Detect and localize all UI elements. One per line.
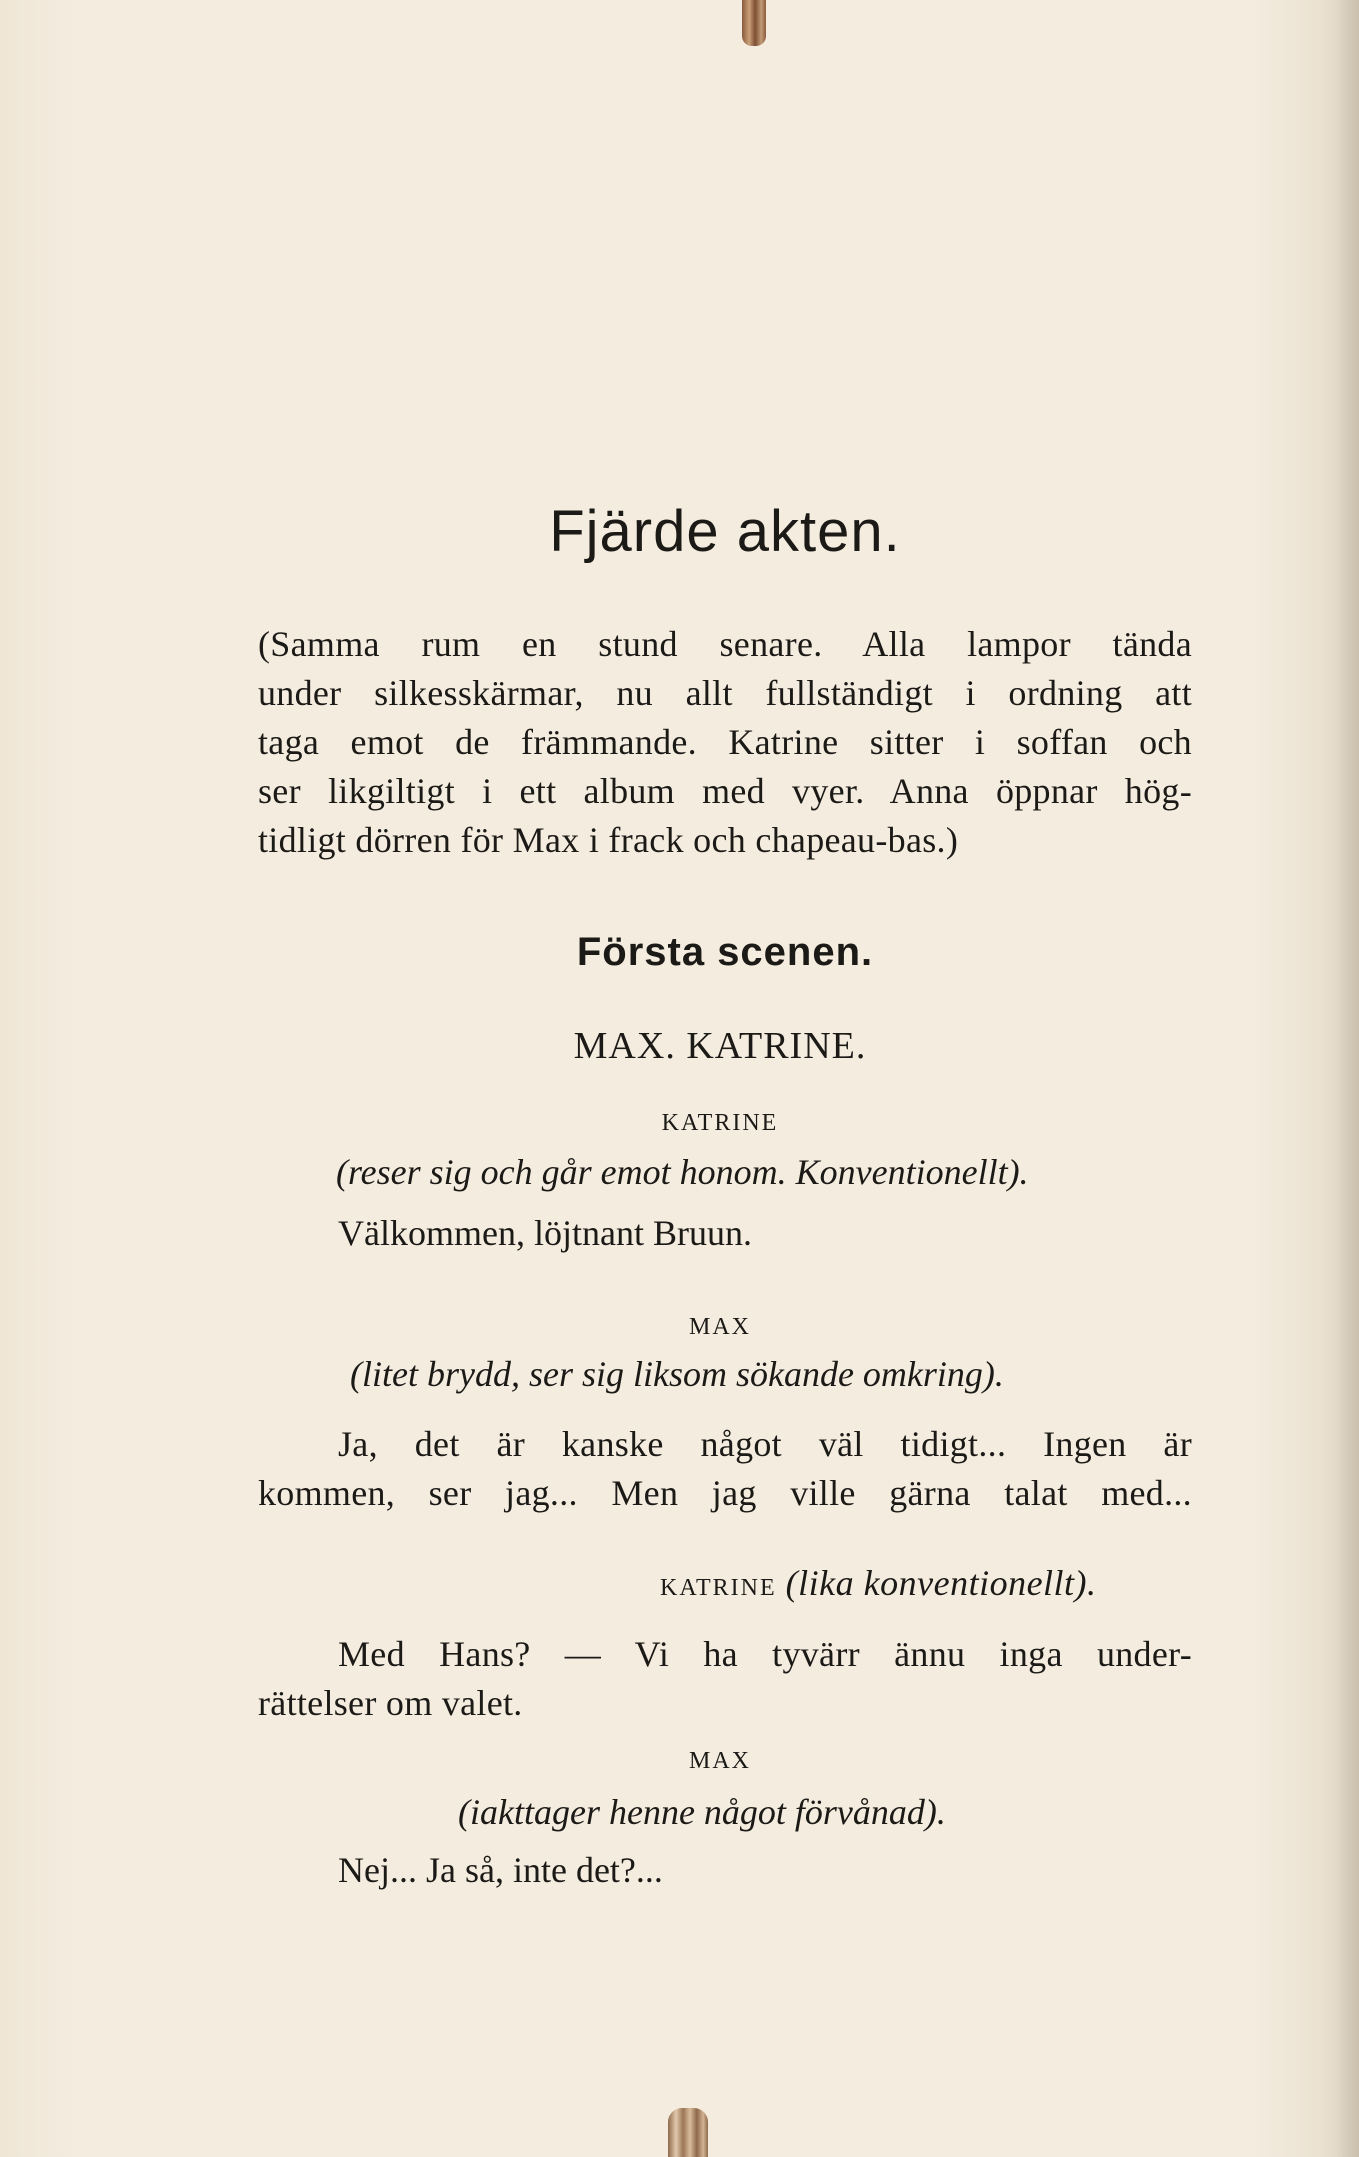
stage-direction-line-2: under silkesskärmar, nu allt fullständigt i ordning att <box>258 673 1192 713</box>
direction-3: (lika konventionellt). <box>785 1563 1097 1603</box>
binding-thread-top <box>742 0 766 46</box>
speaker-katrine-1: KATRINE <box>661 1110 779 1136</box>
speaker-katrine-2-row <box>660 1562 1097 1604</box>
line-2 <box>258 1420 1192 1518</box>
stage-direction <box>258 620 1192 865</box>
direction-4: (iakttager henne något förvånad). <box>458 1792 946 1832</box>
stage-direction-line-4: ser likgiltigt i ett album med vyer. Anna öppnar hög- <box>258 771 1192 811</box>
scene-title: Första scenen. <box>576 930 874 974</box>
binding-thread-bottom <box>668 2108 708 2157</box>
line-3a: Med Hans? — Vi ha tyvärr ännu inga under- <box>338 1634 1192 1674</box>
act-title: Fjärde akten. <box>549 499 901 564</box>
page-edge-shadow <box>1337 0 1359 2157</box>
direction-1: (reser sig och går emot honom. Konventionellt). <box>336 1152 1029 1192</box>
line-1: Välkommen, löjtnant Bruun. <box>338 1213 752 1253</box>
line-2b: kommen, ser jag... Men jag ville gärna talat med... <box>258 1473 1192 1513</box>
stage-direction-line-1: (Samma rum en stund senare. Alla lampor tända <box>258 624 1192 664</box>
stage-direction-line-3: taga emot de främmande. Katrine sitter i soffan och <box>258 722 1192 762</box>
stage-direction-line-5: tidligt dörren för Max i frack och chapeau-bas.) <box>258 820 959 860</box>
line-2a: Ja, det är kanske något väl tidigt... Ingen är <box>338 1424 1192 1464</box>
speaker-max-2: MAX <box>688 1748 751 1774</box>
line-4: Nej... Ja så, inte det?... <box>338 1850 663 1890</box>
speaker-katrine-2: KATRINE <box>660 1575 777 1601</box>
line-3 <box>258 1630 1192 1728</box>
direction-2: (litet brydd, ser sig liksom sökande omkring). <box>350 1354 1004 1394</box>
line-3b: rättelser om valet. <box>258 1683 523 1723</box>
speaker-max-1: MAX <box>688 1314 751 1340</box>
characters-list: MAX. KATRINE. <box>573 1025 867 1067</box>
